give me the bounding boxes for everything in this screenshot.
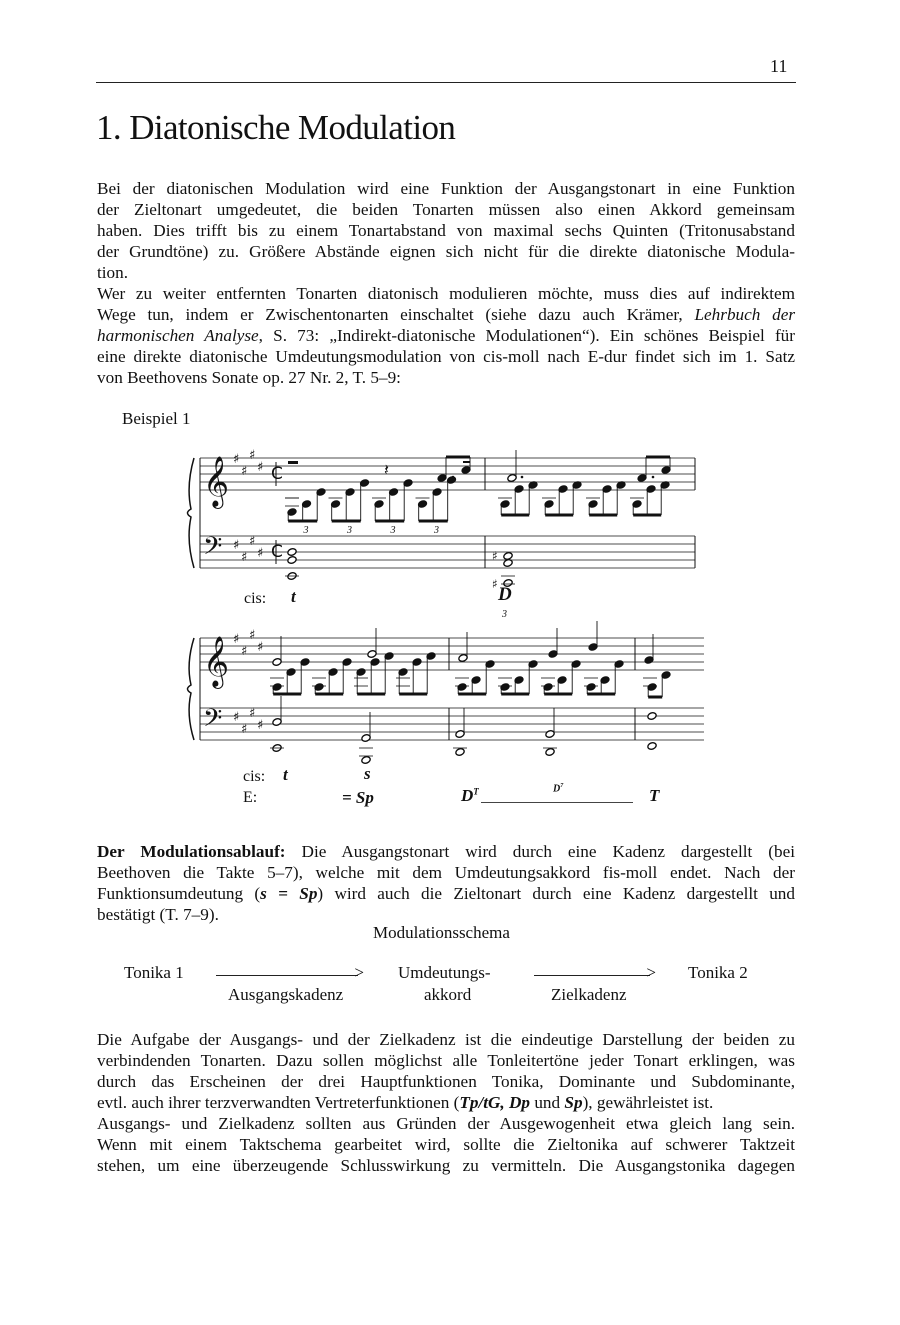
function-sup: 7 bbox=[560, 783, 564, 789]
function-D-sub: 3 bbox=[502, 609, 507, 620]
bass-clef-icon: 𝄢 bbox=[203, 532, 223, 567]
example-label: Beispiel 1 bbox=[122, 409, 191, 428]
sharp-sign: ♯ bbox=[257, 718, 264, 733]
sharp-sign: ♯ bbox=[241, 722, 248, 737]
text: evtl. auch ihrer terzverwandten Vertreterfunktionen ( bbox=[97, 1093, 460, 1112]
function-letter: D bbox=[553, 783, 561, 795]
sharp-sign: ♯ bbox=[249, 628, 256, 643]
text-line: Wer zu weiter entfernten Tonarten diatonisch modulieren möchte, muss dies auf indirektem bbox=[97, 284, 795, 303]
sharp-sign: ♯ bbox=[233, 452, 240, 467]
text: Funktionsumdeutung ( bbox=[97, 884, 261, 903]
sharp-sign: ♯ bbox=[233, 710, 240, 725]
sharp-sign: ♯ bbox=[492, 577, 498, 591]
text-line: von Beethovens Sonate op. 27 Nr. 2, T. 5–9: bbox=[97, 368, 401, 387]
schema-arrow1-label: Ausgangskadenz bbox=[228, 985, 344, 1004]
function-t: t bbox=[291, 587, 296, 606]
whole-note bbox=[647, 712, 657, 721]
function-extension-line bbox=[481, 802, 633, 803]
sharp-sign: ♯ bbox=[249, 706, 256, 721]
text: , S. 73: „Indirekt-diatonische Modulationen“). Ein schönes Beispiel für bbox=[258, 326, 795, 345]
half-note bbox=[455, 748, 465, 757]
book-title: harmonischen Analyse bbox=[97, 326, 259, 345]
function-D: D bbox=[498, 584, 512, 605]
whole-note bbox=[287, 556, 297, 565]
text-line: eine direkte diatonische Umdeutungsmodulation von cis-moll nach E-dur findet sich im 1. Satz bbox=[97, 347, 795, 366]
function-s: s bbox=[364, 764, 371, 783]
bass-clef-icon: 𝄢 bbox=[203, 704, 223, 739]
text-line: stehen, um eine überzeugende Schlusswirkung zu vermitteln. Die Ausgangstonika dagegen bbox=[97, 1156, 795, 1175]
sharp-sign: ♯ bbox=[241, 644, 248, 659]
key-label-E: E: bbox=[243, 789, 258, 806]
text-line: bestätigt (T. 7–9). bbox=[97, 905, 219, 924]
text: ) wird auch die Zieltonart durch eine Kadenz dargestellt und bbox=[317, 884, 795, 903]
schema-arrow-1 bbox=[216, 975, 358, 976]
function-equation: s = Sp bbox=[260, 884, 318, 903]
text-line bbox=[97, 883, 795, 904]
text-line: tion. bbox=[97, 263, 129, 282]
triplet-number: 3 bbox=[303, 525, 309, 536]
schema-title: Modulationsschema bbox=[373, 923, 510, 942]
function-names: Sp bbox=[564, 1093, 583, 1112]
text: und bbox=[530, 1093, 565, 1112]
sharp-sign: ♯ bbox=[241, 550, 248, 565]
schema-start: Tonika 1 bbox=[124, 963, 184, 982]
triplet-number: 3 bbox=[390, 525, 396, 536]
sharp-sign: ♯ bbox=[257, 640, 264, 655]
dot bbox=[452, 476, 455, 479]
whole-note bbox=[647, 742, 657, 751]
sharp-sign: ♯ bbox=[249, 534, 256, 549]
half-rest bbox=[288, 461, 298, 464]
function-D7 bbox=[553, 783, 563, 794]
sharp-sign: ♯ bbox=[492, 549, 498, 563]
schema-arrow-2 bbox=[534, 975, 650, 976]
function-DT bbox=[461, 787, 479, 806]
whole-note bbox=[287, 548, 297, 557]
sharp-sign: ♯ bbox=[249, 448, 256, 463]
triplet-number: 3 bbox=[434, 525, 439, 536]
text-line: Wenn mit einem Taktschema gearbeitet wird, sollte die Zieltonika auf schwerer Taktzeit bbox=[97, 1135, 795, 1154]
dot bbox=[521, 476, 524, 479]
function-letter: D bbox=[461, 786, 474, 805]
text: ), gewährleistet ist. bbox=[582, 1093, 714, 1112]
text-line: Ausgangs- und Zielkadenz sollten aus Gründen der Ausgewogenheit etwa gleich lang sein. bbox=[97, 1114, 795, 1133]
function-sup: T bbox=[473, 786, 479, 797]
text-line: der Zieltonart umgedeutet, die beiden Tonarten müssen also einen Akkord gemeinsam bbox=[97, 200, 795, 219]
text-line: der Grundtöne) zu. Größere Abstände eignen sich nicht für die direkte diatonische Modula- bbox=[97, 242, 795, 261]
text-line: verbindenden Tonarten. Dazu sollen möglichst alle Tonleitertöne jeder Tonart erklingen, was bbox=[97, 1051, 795, 1070]
cut-time-sign: C bbox=[271, 464, 283, 484]
function-T: T bbox=[649, 786, 660, 805]
bold-lead: Der Modulationsablauf: bbox=[97, 842, 286, 861]
text-line bbox=[97, 841, 795, 862]
text-line: haben. Dies trifft bis zu einem Tonartabstand von maximal sechs Quinten (Tritonusabstand bbox=[97, 221, 795, 240]
text: Die Ausgangstonart wird durch eine Kadenz dargestellt (bei bbox=[301, 842, 796, 861]
triplet-number: 3 bbox=[347, 525, 352, 536]
whole-note bbox=[503, 552, 513, 561]
brace bbox=[188, 638, 195, 740]
schema-middle: Umdeutungs- bbox=[398, 963, 491, 982]
brace bbox=[188, 458, 195, 568]
dot bbox=[652, 476, 655, 479]
page-number: 11 bbox=[770, 56, 788, 76]
key-label-cis: cis: bbox=[244, 590, 267, 607]
book-title: Lehrbuch der bbox=[694, 305, 796, 324]
treble-clef-icon: 𝄞 bbox=[203, 636, 230, 687]
quarter-rest: 𝄽 bbox=[384, 460, 389, 479]
text-line: durch das Erscheinen der drei Hauptfunktionen Tonika, Dominante und Subdominante, bbox=[97, 1072, 795, 1091]
sharp-sign: ♯ bbox=[257, 546, 264, 561]
key-label-cis: cis: bbox=[243, 768, 266, 785]
schema-middle-2: akkord bbox=[424, 985, 472, 1004]
section-heading: 1. Diatonische Modulation bbox=[96, 108, 456, 147]
sharp-sign: ♯ bbox=[257, 460, 264, 475]
sharp-sign: ♯ bbox=[233, 632, 240, 647]
text: Wege tun, indem er Zwischentonarten einschaltet (siehe dazu auch Krämer, bbox=[97, 305, 683, 324]
sharp-sign: ♯ bbox=[241, 464, 248, 479]
treble-clef-icon: 𝄞 bbox=[203, 456, 230, 507]
sharp-sign: ♯ bbox=[233, 538, 240, 553]
text-line: Bei der diatonischen Modulation wird eine Funktion der Ausgangstonart in eine Funktion bbox=[97, 179, 795, 198]
text-line: Beethoven die Takte 5–7), welche mit dem Umdeutungsakkord fis-moll endet. Nach der bbox=[97, 863, 795, 882]
schema-end: Tonika 2 bbox=[688, 963, 748, 982]
function-names: Tp/tG, Dp bbox=[459, 1093, 531, 1112]
text-line: Die Aufgabe der Ausgangs- und der Zielkadenz ist die eindeutige Darstellung der beiden zu bbox=[97, 1030, 795, 1049]
function-t: t bbox=[283, 765, 288, 784]
function-Sp: = Sp bbox=[342, 788, 374, 807]
half-note bbox=[545, 748, 555, 757]
text-line bbox=[97, 1092, 795, 1113]
schema-arrow2-label: Zielkadenz bbox=[551, 985, 627, 1004]
cut-time-sign: C bbox=[271, 542, 283, 562]
